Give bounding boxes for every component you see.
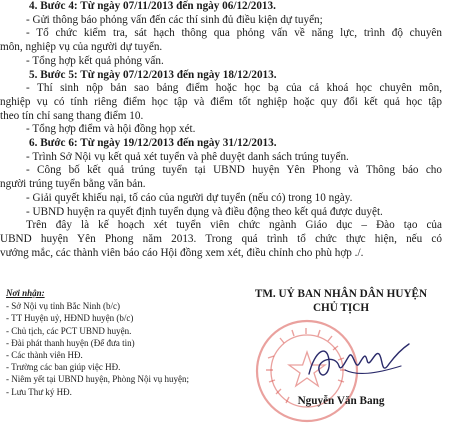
recipient-item: - Niêm yết tại UBND huyện, Phòng Nội vụ huyện;: [6, 374, 189, 385]
recipient-item: - Đài phát thanh huyện (Để đưa tin): [6, 337, 135, 348]
step6-item-2-line-2: người trúng tuyển bằng văn bản.: [0, 178, 146, 191]
signature-icon: [305, 330, 420, 390]
step4-item-2-line-2: môn, nghiệp vụ của người dự tuyển.: [0, 41, 163, 54]
signer-organization: TM. UỶ BAN NHÂN DÂN HUYỆN: [254, 288, 428, 300]
recipients-title: Nơi nhận:: [6, 288, 45, 298]
signature-block: [230, 287, 450, 407]
step4-heading: 4. Bước 4: Từ ngày 07/11/2013 đến ngày 06/12/2013.: [29, 0, 276, 12]
recipient-item: - Chủ tịch, các PCT UBND huyện.: [6, 325, 132, 336]
closing-line-3: vướng mắc, các thành viên báo cáo Hội đồng xem xét, điều chỉnh cho phù hợp ./.: [0, 246, 364, 259]
step5-item-2: - Tổng hợp điểm và hội đồng họp xét.: [26, 123, 196, 136]
step4-item-2-line-1: - Tổ chức kiểm tra, sát hạch thông qua phỏng vấn về năng lực, trình độ chuyên: [26, 27, 442, 40]
recipients-block: [6, 287, 221, 398]
step6-item-3: - Giải quyết khiếu nại, tố cáo của người dự tuyển (nếu có) trong 10 ngày.: [26, 191, 353, 204]
recipient-item: - TT Huyện uỷ, HĐND huyện (b/c): [6, 313, 134, 324]
step6-item-2-line-1: - Công bố kết quả trúng tuyển tại UBND huyện Yên Phong và Thông báo cho: [26, 164, 442, 177]
step4-item-3: - Tổng hợp kết quả phỏng vấn.: [26, 54, 164, 67]
step6-item-4: - UBND huyện ra quyết định tuyển dụng và điều động theo kết quả được duyệt.: [26, 205, 383, 218]
recipient-item: - Trường các ban giúp việc HĐ.: [6, 362, 121, 373]
step5-heading: 5. Bước 5: Từ ngày 07/12/2013 đến ngày 18/12/2013.: [29, 68, 277, 81]
step5-item-1-line-1: - Thí sinh nộp bản sao bảng điểm hoặc học bạ của cả khoá học chuyên môn,: [26, 82, 442, 95]
step4-item-1: - Gửi thông báo phỏng vấn đến các thí sinh đủ điều kiện dự tuyển;: [26, 13, 323, 26]
recipient-item: - Sở Nội vụ tỉnh Bắc Ninh (b/c): [6, 301, 120, 312]
step5-item-1-line-2: nghiệp vụ có tính riêng điểm học tập và điểm tốt nghiệp hoặc quy đổi kết quả học tập: [0, 95, 442, 108]
signer-role: CHỦ TỊCH: [312, 302, 370, 314]
step5-item-1-line-3: theo tín chỉ sang thang điểm 10.: [0, 109, 144, 122]
recipient-item: - Lưu Thư ký HĐ.: [6, 386, 72, 397]
closing-line-2: UBND huyện Yên Phong năm 2013. Trong quá trình tổ chức thực hiện, nếu có: [0, 232, 442, 245]
recipient-item: - Các thành viên HĐ.: [6, 350, 83, 361]
step6-heading: 6. Bước 6: Từ ngày 19/12/2013 đến ngày 31/12/2013.: [29, 137, 277, 149]
signer-name: Nguyễn Văn Bang: [297, 395, 385, 407]
step6-item-1: - Trình Sở Nội vụ kết quả xét tuyển và phê duyệt danh sách trúng tuyển.: [26, 150, 349, 163]
closing-line-1: Trên đây là kế hoạch xét tuyển viên chức ngành Giáo dục – Đào tạo của: [26, 219, 442, 232]
